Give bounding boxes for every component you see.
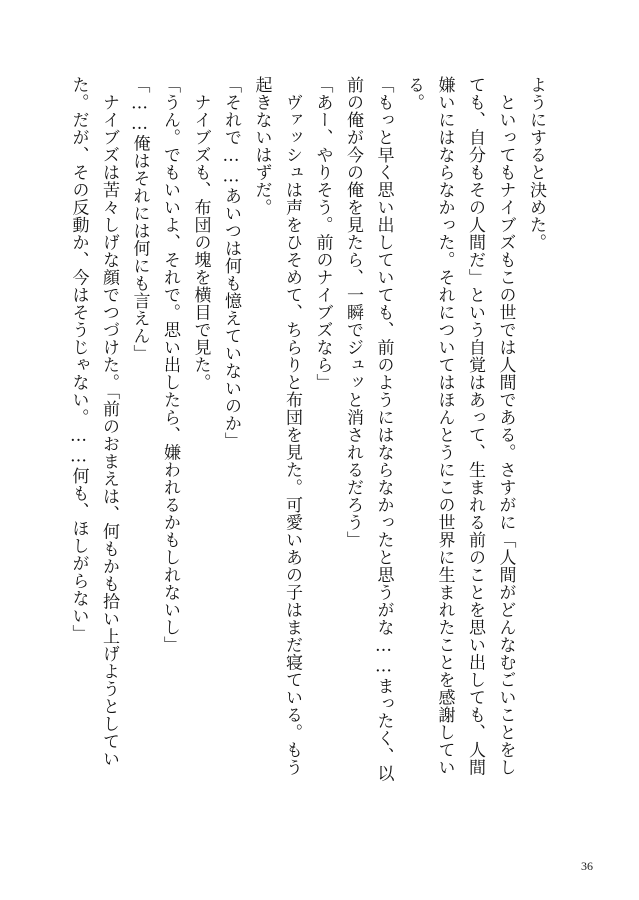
text-line: 「それで……あいつは何も憶えていないのか」: [221, 76, 241, 450]
text-line: 起きないはずだ。: [251, 76, 272, 216]
text-line: 「もっと早く思い出していても、前のようにはならなかったと思うがな……まったく、以: [373, 76, 394, 782]
text-line: 「うん。でもいいよ、それで。思い出したら、嫌われるかもしれないし」: [160, 76, 180, 654]
body-text: [63, 76, 551, 836]
text-line: ナイブズも、布団の塊を横目で見た。: [190, 76, 211, 391]
text-line: た。だが、その反動か、今はそうじゃない。……何も、ほしがらない」: [68, 76, 89, 642]
text-line: 前の俺が今の俺を見たら、一瞬でジュッと消されるだろう」: [343, 76, 363, 549]
text-line: 「あー、やりそう。前のナイブズなら」: [312, 76, 333, 391]
text-line: ても、自分もその人間だ」という自覚はあって、生まれる前のことを思い出しても、人間: [465, 76, 485, 776]
text-line: ナイブズは苦々しげな顔でつづけた。「前のおまえは、何もかも拾い上げようとしてい: [99, 76, 119, 768]
text-line: といってもナイブズもこの世では人間である。さすがに「人間がどんなむごいことをし: [495, 76, 516, 776]
text-line: ようにすると決めた。: [526, 76, 546, 251]
text-line: 「……俺はそれには何にも言えん」: [129, 76, 150, 362]
page-number: 36: [581, 859, 593, 873]
text-line: 嫌いにはならなかった。それについてはほんとうにこの世界に生まれたことを感謝してい: [434, 76, 455, 776]
text-line: る。: [404, 76, 424, 111]
text-line: ヴァッシュは声をひそめて、ちらりと布団を見た。可愛いあの子はまだ寝ている。もう: [282, 76, 302, 776]
